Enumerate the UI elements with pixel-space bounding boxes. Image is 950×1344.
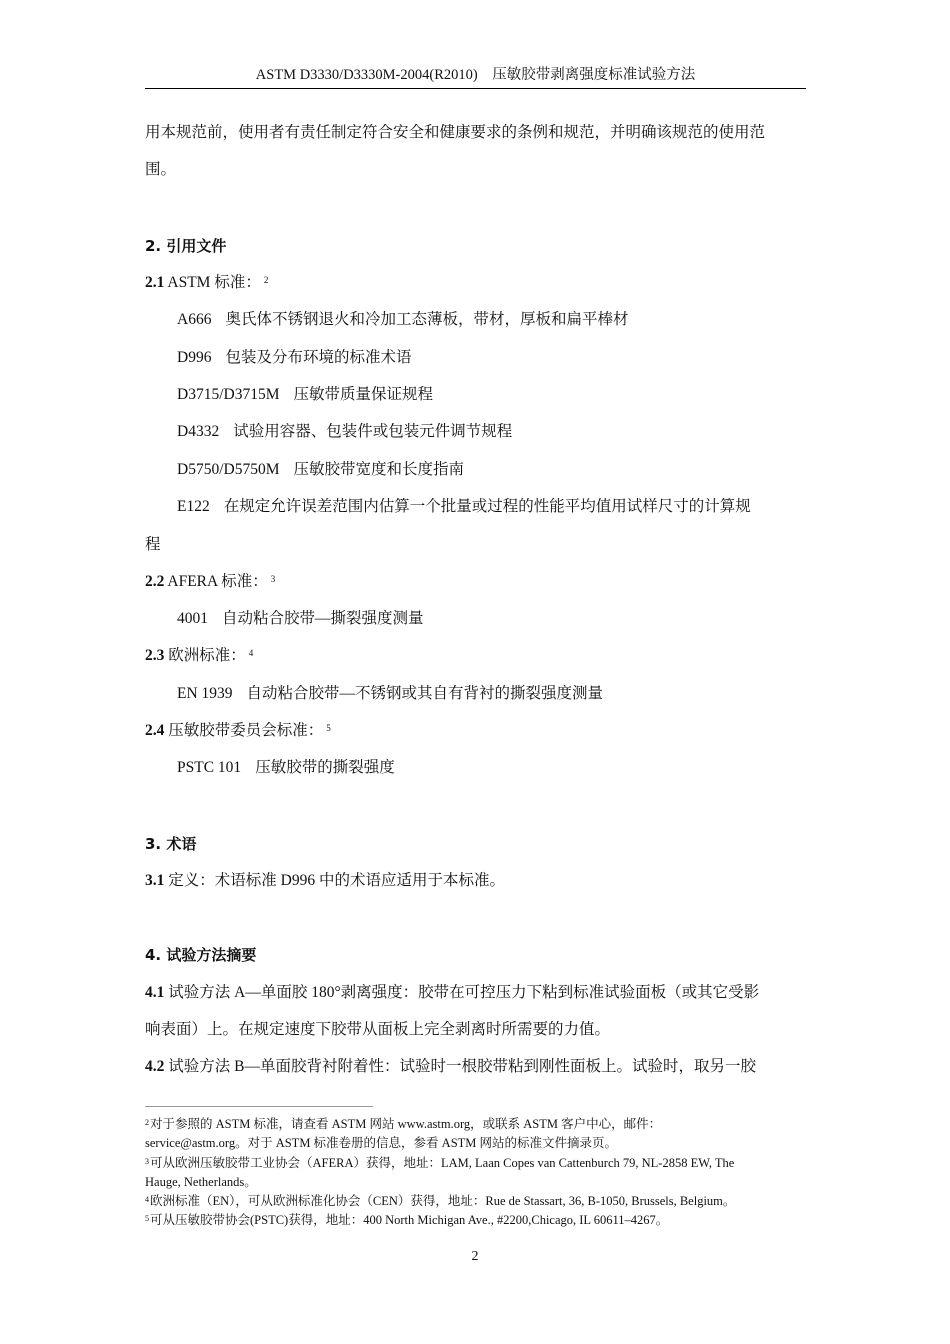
- footnote-text: 欧洲标准（EN），可从欧洲标准化协会（CEN）获得，地址：Rue de Stassart, 36, B-1050, Brussels, Belgium。: [150, 1194, 736, 1208]
- footnote-marker: 2: [145, 1118, 149, 1127]
- reference-item: [177, 348, 411, 368]
- subsection-text: 试验方法 A—单面胶 180°剥离强度：胶带在可控压力下粘到标准试验面板（或其它受影: [164, 984, 760, 1001]
- reference-code: A666: [177, 311, 212, 328]
- reference-title: 自动粘合胶带—撕裂强度测量: [222, 610, 424, 627]
- reference-code: E122: [177, 498, 210, 515]
- reference-item: [177, 758, 395, 778]
- subsection-3-1: [145, 871, 505, 891]
- subsection-label: AFERA 标准：: [164, 573, 268, 590]
- footnote-text: 对于参照的 ASTM 标准，请查看 ASTM 网站 www.astm.org，或联系 ASTM 客户中心，邮件：: [150, 1117, 662, 1131]
- reference-title: 包装及分布环境的标准术语: [225, 349, 412, 366]
- reference-title: 压敏胶带的撕裂强度: [255, 759, 395, 776]
- reference-title: 在规定允许误差范围内估算一个批量或过程的性能平均值用试样尺寸的计算规: [223, 498, 751, 515]
- subsection-2-2: [145, 572, 275, 592]
- intro-line-1: 用本规范前，使用者有责任制定符合安全和健康要求的条例和规范，并明确该规范的使用范: [145, 124, 766, 141]
- subsection-label: 压敏胶带委员会标准：: [164, 722, 324, 739]
- subsection-number: 4.2: [145, 1058, 165, 1075]
- footnote-3-cont: Hauge, Netherlands。: [145, 1175, 257, 1189]
- reference-code: 4001: [177, 610, 208, 627]
- subsection-text: 定义：术语标准 D996 中的术语应适用于本标准。: [164, 872, 505, 889]
- reference-title: 压敏胶带宽度和长度指南: [293, 461, 464, 478]
- footnote-marker: 3: [145, 1157, 149, 1166]
- reference-code: D3715/D3715M: [177, 386, 280, 403]
- footnote-2-cont: service@astm.org。对于 ASTM 标准卷册的信息，参看 ASTM 网站的标准文件摘录页。: [145, 1136, 618, 1150]
- section-4-heading: 4. 试验方法摘要: [145, 946, 257, 964]
- footnote-text: 可从欧洲压敏胶带工业协会（AFERA）获得，地址：LAM, Laan Copes van Cattenburch 79, NL-2858 EW, The: [150, 1156, 735, 1170]
- reference-title: 压敏带质量保证规程: [293, 386, 433, 403]
- footnote-marker: 5: [145, 1214, 149, 1223]
- reference-item: [177, 385, 433, 405]
- reference-item: [177, 684, 603, 704]
- reference-code: D996: [177, 349, 212, 366]
- reference-item: [177, 460, 464, 480]
- subsection-number: 2.3: [145, 647, 165, 664]
- section-2-heading: 2. 引用文件: [145, 237, 227, 255]
- page-number: 2: [471, 1249, 479, 1264]
- footnote-ref: 2: [263, 275, 269, 285]
- subsection-4-2-line-1: [145, 1057, 756, 1077]
- reference-title: 奥氏体不锈钢退火和冷加工态薄板，带材，厚板和扁平棒材: [225, 311, 629, 328]
- subsection-number: 2.4: [145, 722, 165, 739]
- reference-code: D4332: [177, 423, 220, 440]
- reference-code: EN 1939: [177, 685, 233, 702]
- subsection-4-1-line-2: 响表面）上。在规定速度下胶带从面板上完全剥离时所需要的力值。: [145, 1021, 611, 1038]
- reference-title: 试验用容器、包装件或包装元件调节规程: [233, 423, 513, 440]
- footnote-ref: 5: [326, 723, 331, 733]
- reference-title: 自动粘合胶带—不锈钢或其自有背衬的撕裂强度测量: [246, 685, 604, 702]
- footnote-text: 可从压敏胶带协会(PSTC)获得，地址：400 North Michigan Ave., #2200,Chicago, IL 60611–4267。: [150, 1213, 669, 1227]
- reference-item-continuation: 程: [145, 536, 161, 553]
- subsection-2-4: [145, 721, 331, 741]
- reference-item: [177, 310, 628, 330]
- subsection-2-3: [145, 646, 253, 666]
- reference-item: [177, 609, 424, 629]
- subsection-2-1: [145, 273, 268, 293]
- subsection-number: 4.1: [145, 984, 165, 1001]
- subsection-text: 试验方法 B—单面胶背衬附着性：试验时一根胶带粘到刚性面板上。试验时，取另一胶: [164, 1058, 756, 1075]
- reference-code: PSTC 101: [177, 759, 242, 776]
- subsection-4-1-line-1: [145, 983, 759, 1003]
- running-header: ASTM D3330/D3330M-2004(R2010) 压敏胶带剥离强度标准试验方法: [255, 67, 696, 83]
- footnote-ref: 4: [248, 648, 254, 658]
- footnote-5: [145, 1211, 668, 1229]
- reference-code: D5750/D5750M: [177, 461, 280, 478]
- footnote-marker: 4: [145, 1195, 149, 1204]
- reference-item: [177, 422, 512, 442]
- footnote-separator: [145, 1106, 373, 1107]
- subsection-label: ASTM 标准：: [164, 274, 261, 291]
- footnote-2: [145, 1115, 661, 1133]
- reference-item: [177, 497, 751, 517]
- header-rule: [145, 88, 806, 89]
- footnote-3: [145, 1154, 734, 1172]
- subsection-number: 2.1: [145, 274, 165, 291]
- footnote-ref: 3: [270, 574, 276, 584]
- intro-line-2: 围。: [145, 161, 177, 178]
- subsection-number: 2.2: [145, 573, 165, 590]
- footnote-4: [145, 1192, 735, 1210]
- subsection-label: 欧洲标准：: [164, 647, 246, 664]
- section-3-heading: 3. 术语: [145, 835, 197, 853]
- subsection-number: 3.1: [145, 872, 165, 889]
